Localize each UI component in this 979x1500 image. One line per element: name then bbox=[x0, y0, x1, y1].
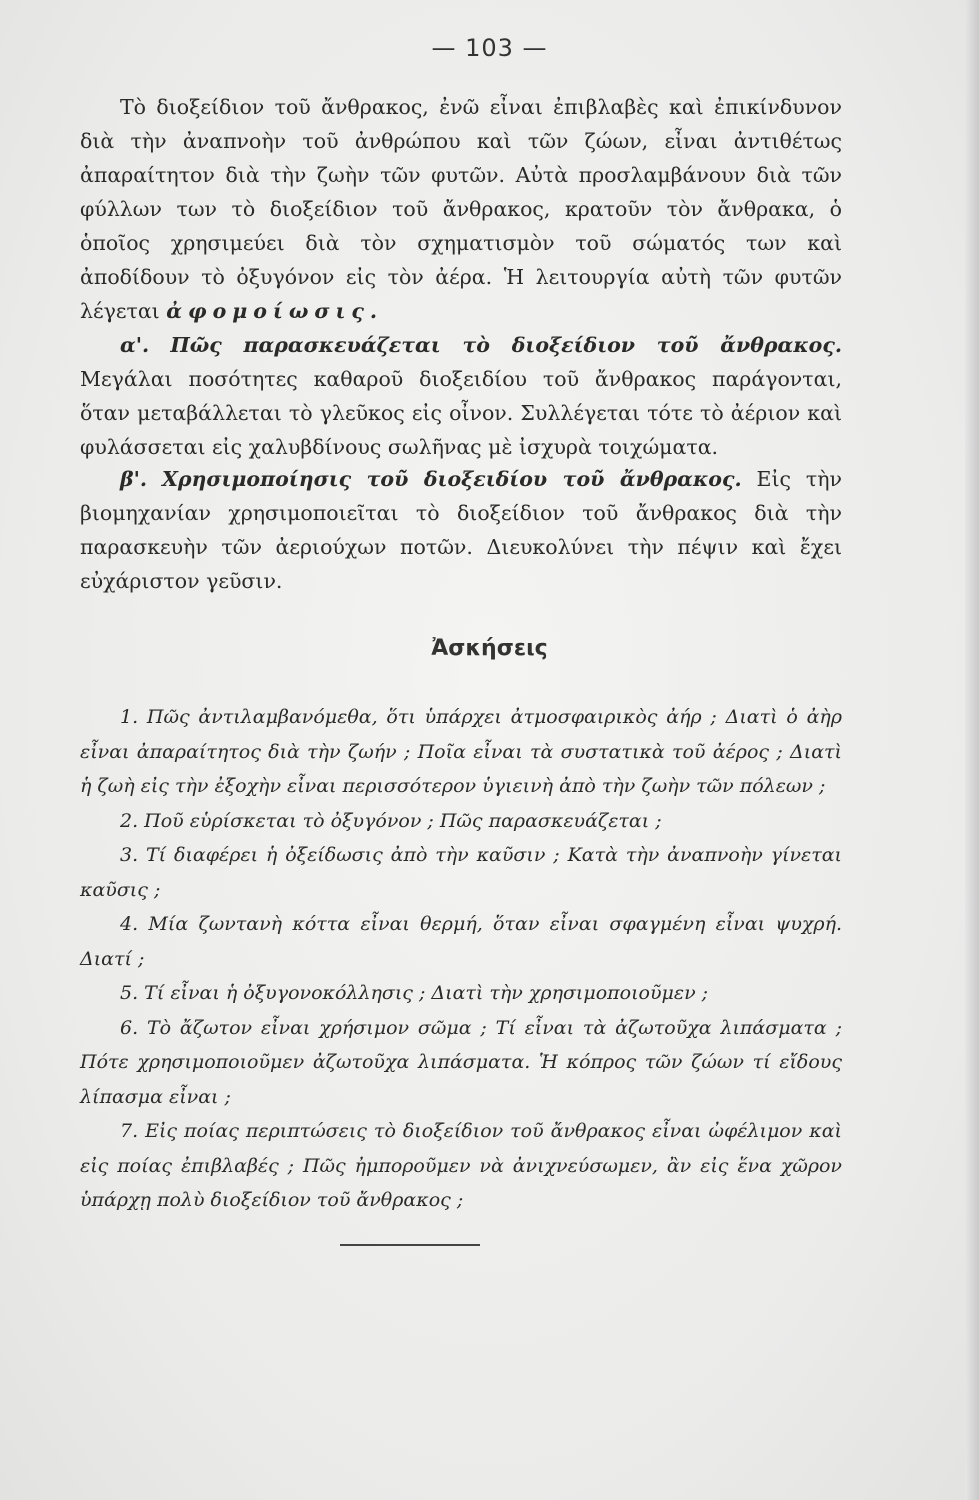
exercise-item: 3. Τί διαφέρει ἡ ὀξείδωσις ἀπὸ τὴν καῦσιν ; Κατὰ τὴν ἀναπνοὴν γίνεται καῦσις ; bbox=[80, 844, 842, 901]
section-b-label: β'. bbox=[120, 467, 148, 491]
section-a-heading: Πῶς παρασκευάζεται τὸ διοξείδιον τοῦ ἄνθρακος. bbox=[170, 333, 842, 357]
section-b-heading: Χρησιμοποίησις τοῦ διοξειδίου τοῦ ἄνθρακος. bbox=[161, 467, 742, 491]
intro-paragraph bbox=[80, 90, 842, 328]
exercise-item: 1. Πῶς ἀντιλαμβανόμεθα, ὅτι ὑπάρχει ἀτμοσφαιρικὸς ἀήρ ; Διατὶ ὁ ἀὴρ εἶναι ἀπαραίτητος διὰ τὴν ζωήν ; Ποῖα εἶναι τὰ συστατικὰ τοῦ ἀέρος ; Διατὶ ἡ ζωὴ εἰς τὴν ἐξοχὴν εἶναι περισσότερον ὑγιεινὴ ἀπὸ τὴν ζωὴν τῶν πόλεων ; bbox=[80, 706, 842, 797]
exercises-title: Ἀσκήσεις bbox=[431, 636, 548, 661]
exercise-item: 2. Ποῦ εὑρίσκεται τὸ ὀξυγόνον ; Πῶς παρασκευάζεται ; bbox=[120, 809, 662, 832]
page-spine-shadow bbox=[965, 0, 979, 1500]
section-a bbox=[80, 328, 842, 464]
section-b bbox=[80, 462, 842, 598]
exercise-item: 4. Μία ζωντανὴ κόττα εἶναι θερμή, ὅταν εἶναι σφαγμένη εἶναι ψυχρή. Διατί ; bbox=[80, 913, 842, 970]
intro-text: Τὸ διοξείδιον τοῦ ἄνθρακος, ἐνῶ εἶναι ἐπιβλαβὲς καὶ ἐπικίνδυνον διὰ τὴν ἀναπνοὴν τοῦ ἀνθρώπου καὶ τῶν ζώων, εἶναι ἀντιθέτως ἀπαραίτητον διὰ τὴν ζωὴν τῶν φυτῶν. Αὐτὰ προσλαμβάνουν διὰ τῶν φύλλων των τὸ διοξείδιον τοῦ ἄνθρακος, κρατοῦν τὸν ἄνθρακα, ὁ ὁποῖος χρησιμεύει διὰ τὸν σχηματισμὸν τοῦ σώματός των καὶ ἀποδίδουν τὸ ὀξυγόνον εἰς τὸν ἀέρα. Ἡ λειτουργία αὐτὴ τῶν φυτῶν λέγεται bbox=[80, 95, 842, 323]
end-rule bbox=[340, 1244, 480, 1246]
section-a-label: α'. bbox=[120, 333, 150, 357]
exercise-item: 5. Τί εἶναι ἡ ὀξυγονοκόλλησις ; Διατὶ τὴν χρησιμοποιοῦμεν ; bbox=[120, 982, 709, 1004]
intro-term: ἀφομοίωσις. bbox=[166, 299, 384, 323]
exercises-list bbox=[80, 700, 842, 1218]
section-b-text: Εἰς τὴν βιομηχανίαν χρησιμοποιεῖται τὸ διοξείδιον τοῦ ἄνθρακος διὰ τὴν παρασκευὴν τῶν ἀεριούχων ποτῶν. Διευκολύνει τὴν πέψιν καὶ ἔχει εὐχάριστον γεῦσιν. bbox=[80, 467, 842, 593]
exercise-item: 6. Τὸ ἄζωτον εἶναι χρήσιμον σῶμα ; Τί εἶναι τὰ ἀζωτοῦχα λιπάσματα ; Πότε χρησιμοποιοῦμεν ἀζωτοῦχα λιπάσματα. Ἡ κόπρος τῶν ζώων τί εἴδους λίπασμα εἶναι ; bbox=[80, 1016, 842, 1108]
page-number: — 103 — bbox=[431, 34, 548, 62]
exercise-item: 7. Εἰς ποίας περιπτώσεις τὸ διοξείδιον τοῦ ἄνθρακος εἶναι ὠφέλιμον καὶ εἰς ποίας ἐπιβλαβές ; Πῶς ἠμποροῦμεν νὰ ἀνιχνεύσωμεν, ἂν εἰς ἕνα χῶρον ὑπάρχῃ πολὺ διοξείδιον τοῦ ἄνθρακος ; bbox=[80, 1120, 842, 1211]
section-a-text: Μεγάλαι ποσότητες καθαροῦ διοξειδίου τοῦ ἄνθρακος παράγονται, ὅταν μεταβάλλεται τὸ γλεῦκος εἰς οἶνον. Συλλέγεται τότε τὸ ἀέριον καὶ φυλάσσεται εἰς χαλυβδίνους σωλῆνας μὲ ἰσχυρὰ τοιχώματα. bbox=[80, 367, 842, 459]
